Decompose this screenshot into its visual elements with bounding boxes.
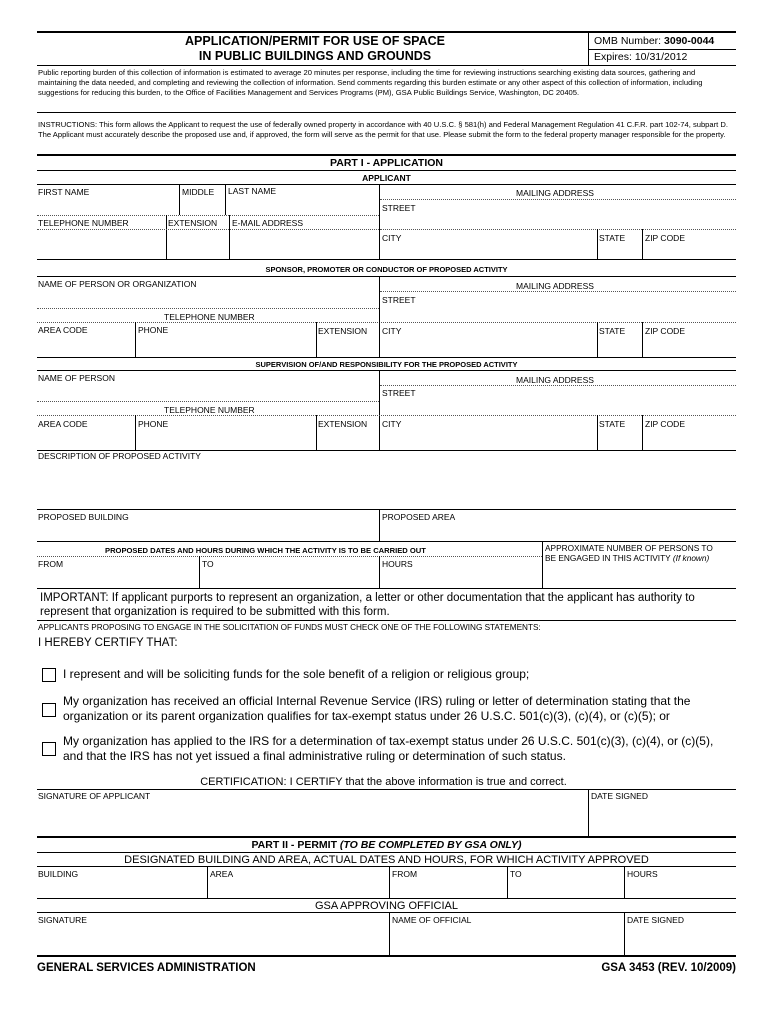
supervision-city-label: CITY [382, 419, 402, 429]
signature-applicant-label: SIGNATURE OF APPLICANT [38, 791, 151, 801]
sponsor-telephone-label: TELEPHONE NUMBER [164, 312, 255, 322]
persons-count-field[interactable] [543, 566, 736, 587]
supervision-street-label: STREET [382, 388, 416, 398]
burden-statement: Public reporting burden of this collection of information is estimated to average 20 minutes per response, including the time for reviewing instructions searching existing data sources, gathering and maintaining the data needed, and completing and reviewing the collection of information. Send comments regarding this burden estimate or any other aspect of this collection of information, including suggestions for reducing this burden, to the Office of Facilities Management and Services Programs (PM), GSA Public Buildings Service, Washington, DC 20405. [38, 68, 703, 97]
last-name-label: LAST NAME [228, 186, 277, 196]
proposed-building-field[interactable] [37, 523, 379, 541]
certify-heading: I HEREBY CERTIFY THAT: [38, 637, 178, 649]
sponsor-area-code-field[interactable] [37, 336, 134, 356]
permit-hours-field[interactable] [625, 880, 736, 898]
gsa-date-signed-label: DATE SIGNED [627, 915, 684, 925]
sponsor-phone-field[interactable] [136, 336, 315, 356]
building-label: BUILDING [38, 869, 79, 879]
sponsor-state-label: STATE [599, 326, 626, 336]
state-label: STATE [599, 233, 626, 243]
permit-hours-label: HOURS [627, 869, 658, 879]
persons-label-line1: APPROXIMATE NUMBER OF PERSONS TO [545, 543, 713, 553]
important-notice: IMPORTANT: If applicant purports to represent an organization, a letter or other documentation that the applicant has authority to represent that organization is required to be submitted with this form. [40, 592, 695, 618]
name-person-label: NAME OF PERSON [38, 373, 115, 383]
proposed-area-label: PROPOSED AREA [382, 512, 456, 522]
sponsor-city-label: CITY [382, 326, 402, 336]
dates-heading: PROPOSED DATES AND HOURS DURING WHICH THE ACTIVITY IS TO BE CARRIED OUT [105, 546, 426, 555]
supervision-phone-field[interactable] [136, 430, 315, 449]
gsa-signature-field[interactable] [37, 927, 388, 954]
footer-agency: GENERAL SERVICES ADMINISTRATION [37, 962, 256, 974]
hours-field[interactable] [380, 570, 541, 587]
designated-heading: DESIGNATED BUILDING AND AREA, ACTUAL DATES AND HOURS, FOR WHICH ACTIVITY APPROVED [124, 854, 649, 866]
omb-label: OMB Number: [594, 35, 662, 47]
religious-group-checkbox[interactable] [42, 668, 56, 682]
from-date-field[interactable] [37, 570, 198, 587]
supervision-street-field[interactable] [380, 386, 736, 414]
sponsor-area-code-label: AREA CODE [38, 325, 88, 335]
applicant-city-field[interactable] [380, 243, 596, 259]
certification-statement [37, 776, 736, 788]
supervision-extension-field[interactable] [317, 430, 378, 449]
sponsor-street-label: STREET [382, 295, 416, 305]
omb-value: 3090-0044 [664, 35, 715, 47]
sponsor-extension-field[interactable] [317, 336, 378, 356]
applicant-email-field[interactable] [230, 229, 378, 259]
to-label: TO [202, 559, 214, 569]
sponsor-mailing-label: MAILING ADDRESS [516, 281, 594, 291]
persons-label-line2 [545, 553, 709, 563]
irs-ruling-option: My organization has received an official Internal Revenue Service (IRS) ruling or letter of determination stating that the organization or its parent organization qualifies for tax-exempt status under 26 U.S.C. 501(c)(3), (c)(4), or (c)(5); or [63, 694, 691, 723]
supervision-zip-label: ZIP CODE [645, 419, 685, 429]
solicitation-notice: APPLICANTS PROPOSING TO ENGAGE IN THE SOLICITATION OF FUNDS MUST CHECK ONE OF THE FOLLOWING STATEMENTS: [38, 623, 541, 632]
supervision-state-label: STATE [599, 419, 626, 429]
proposed-area-field[interactable] [380, 523, 736, 541]
extension-label: EXTENSION [168, 218, 218, 228]
applicant-state-field[interactable] [598, 243, 641, 259]
official-name-field[interactable] [390, 927, 623, 954]
applicant-zip-field[interactable] [643, 243, 736, 259]
approving-heading: GSA APPROVING OFFICIAL [314, 900, 459, 912]
sponsor-zip-field[interactable] [643, 336, 736, 356]
telephone-number-label: TELEPHONE NUMBER [38, 218, 129, 228]
zip-label: ZIP CODE [645, 233, 685, 243]
omb-number [594, 35, 714, 47]
sponsor-state-field[interactable] [598, 336, 641, 356]
hours-label: HOURS [382, 559, 413, 569]
applicant-heading: APPLICANT [362, 173, 411, 183]
supervision-zip-field[interactable] [643, 430, 736, 449]
part2-title [37, 839, 736, 851]
area-label: AREA [210, 869, 234, 879]
supervision-area-code-label: AREA CODE [38, 419, 88, 429]
supervision-state-field[interactable] [598, 430, 641, 449]
sponsor-zip-label: ZIP CODE [645, 326, 685, 336]
supervision-extension-label: EXTENSION [318, 419, 368, 429]
irs-applied-checkbox[interactable] [42, 742, 56, 756]
permit-from-field[interactable] [390, 880, 506, 898]
supervisor-name-field[interactable] [37, 383, 379, 400]
footer-form-number: GSA 3453 (REV. 10/2009) [601, 962, 736, 974]
sponsor-street-field[interactable] [380, 292, 736, 321]
middle-label: MIDDLE [182, 187, 215, 197]
form-title [150, 34, 480, 64]
irs-ruling-checkbox[interactable] [42, 703, 56, 717]
permit-area-field[interactable] [208, 880, 388, 898]
to-date-field[interactable] [200, 570, 378, 587]
irs-applied-option: My organization has applied to the IRS for a determination of tax-exempt status under 26 U.S.C. 501(c)(3), (c)(4), or (c)(5), and that the IRS has not yet issued a final administrative ruling or determination of such status. [63, 734, 714, 763]
email-label: E-MAIL ADDRESS [232, 218, 304, 228]
permit-from-label: FROM [392, 869, 418, 879]
permit-to-label: TO [510, 869, 522, 879]
form-title-line2: IN PUBLIC BUILDINGS AND GROUNDS [198, 49, 432, 63]
instructions: INSTRUCTIONS: This form allows the Applicant to request the use of federally owned property in accordance with 40 U.S.C. § 581(h) and Federal Management Regulation 41 C.F.R. part 102-74, subpart D. The Applicant must accurately describe the proposed use and, if approved, the form will serve as the permit for that use. Please submit the form to the federal property manager responsible for the property. [38, 120, 728, 139]
description-field[interactable] [37, 462, 736, 508]
mailing-address-label: MAILING ADDRESS [516, 188, 594, 198]
persons-label-text: BE ENGAGED IN THIS ACTIVITY [545, 553, 671, 563]
part1-title: PART I - APPLICATION [330, 157, 443, 169]
supervision-area-code-field[interactable] [37, 430, 134, 449]
part2-title-note: (TO BE COMPLETED BY GSA ONLY) [339, 839, 522, 851]
sponsor-heading: SPONSOR, PROMOTER OR CONDUCTOR OF PROPOSED ACTIVITY [265, 265, 508, 274]
supervision-phone-label: PHONE [138, 419, 169, 429]
sponsor-name-field[interactable] [37, 289, 379, 307]
date-signed-label: DATE SIGNED [591, 791, 648, 801]
sponsor-phone-label: PHONE [138, 325, 169, 335]
proposed-building-label: PROPOSED BUILDING [38, 512, 129, 522]
description-label: DESCRIPTION OF PROPOSED ACTIVITY [38, 451, 201, 461]
permit-building-field[interactable] [37, 880, 206, 898]
gsa-date-signed-field[interactable] [625, 927, 736, 954]
city-label: CITY [382, 233, 402, 243]
supervision-city-field[interactable] [380, 430, 596, 449]
street-label: STREET [382, 203, 416, 213]
supervision-mailing-label: MAILING ADDRESS [516, 375, 594, 385]
applicant-telephone-field[interactable] [37, 229, 165, 259]
applicant-signature-field[interactable] [37, 803, 587, 836]
sponsor-city-field[interactable] [380, 336, 596, 356]
expiration-date: Expires: 10/31/2012 [594, 51, 688, 63]
applicant-extension-field[interactable] [167, 229, 228, 259]
gsa-signature-label: SIGNATURE [38, 915, 87, 925]
certification-text: CERTIFICATION: I CERTIFY that the above information is true and correct. [200, 776, 567, 788]
sponsor-extension-label: EXTENSION [318, 326, 368, 336]
form-title-line1: APPLICATION/PERMIT FOR USE OF SPACE [185, 34, 445, 48]
applicant-date-signed-field[interactable] [589, 803, 736, 836]
supervision-heading: SUPERVISION OF/AND RESPONSIBILITY FOR THE PROPOSED ACTIVITY [255, 360, 518, 369]
part2-title-text: PART II - PERMIT [251, 839, 337, 851]
if-known-note: (If known) [672, 553, 710, 563]
religious-group-option: I represent and will be soliciting funds for the sole benefit of a religion or religious group; [63, 667, 530, 681]
name-org-label: NAME OF PERSON OR ORGANIZATION [38, 279, 197, 289]
supervision-telephone-label: TELEPHONE NUMBER [164, 405, 255, 415]
from-label: FROM [38, 559, 64, 569]
applicant-street-field[interactable] [380, 200, 736, 229]
first-name-label: FIRST NAME [38, 187, 90, 197]
permit-to-field[interactable] [508, 880, 623, 898]
name-official-label: NAME OF OFFICIAL [392, 915, 472, 925]
